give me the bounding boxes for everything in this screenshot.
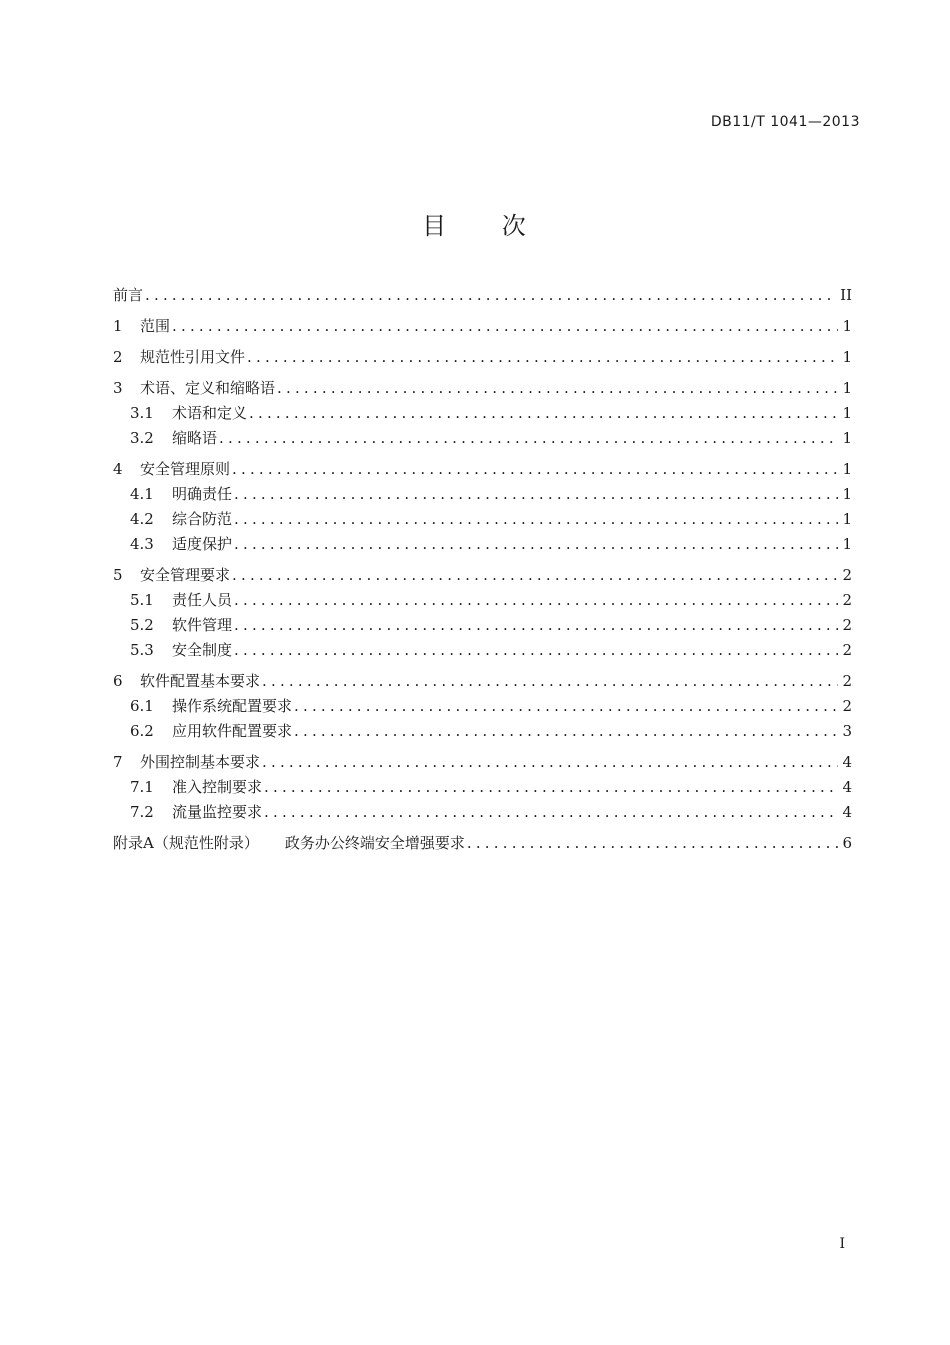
toc-entry-number: 3 xyxy=(113,379,123,397)
toc-entry[interactable] xyxy=(113,285,852,306)
toc-entry-number: 3.1 xyxy=(130,404,154,422)
toc-entry-page: 1 xyxy=(842,348,852,366)
toc-dot-leader xyxy=(234,615,838,636)
toc-entry-number: 5 xyxy=(113,566,123,584)
toc-entry-page: 1 xyxy=(842,379,852,397)
toc-entry-title: 安全制度 xyxy=(172,641,233,659)
toc-dot-leader xyxy=(247,347,838,368)
toc-entry-number: 7.1 xyxy=(130,778,154,796)
toc-dot-leader xyxy=(234,534,838,555)
toc-entry-page: 4 xyxy=(842,753,852,771)
toc-dot-leader xyxy=(234,509,838,530)
toc-dot-leader xyxy=(294,721,838,742)
toc-dot-leader xyxy=(234,640,838,661)
toc-entry-number: 7 xyxy=(113,753,123,771)
toc-entry-number: 3.2 xyxy=(130,429,154,447)
toc-dot-leader xyxy=(232,565,838,586)
toc-entry-number: 2 xyxy=(113,348,123,366)
toc-entry[interactable] xyxy=(113,316,852,337)
toc-entry-number: 5.2 xyxy=(130,616,154,634)
toc-dot-leader xyxy=(262,752,838,773)
toc-entry-title: 责任人员 xyxy=(172,591,233,609)
toc-entry-page: 1 xyxy=(842,485,852,503)
toc-entry-number: 6.2 xyxy=(130,722,154,740)
toc-entry[interactable] xyxy=(113,403,852,424)
toc-entry-title: 政务办公终端安全增强要求 xyxy=(284,834,465,852)
toc-entry[interactable] xyxy=(113,565,852,586)
toc-dot-leader xyxy=(234,484,838,505)
toc-dot-leader xyxy=(234,590,838,611)
toc-entry-page: 2 xyxy=(842,697,852,715)
toc-dot-leader xyxy=(172,316,838,337)
toc-entry-page: 4 xyxy=(842,803,852,821)
toc-entry-title: 缩略语 xyxy=(172,429,218,447)
toc-entry-number: 1 xyxy=(113,317,123,335)
toc-entry-number: 附录A（规范性附录） xyxy=(113,834,259,852)
toc-entry-page: 3 xyxy=(842,722,852,740)
toc-entry-page: 1 xyxy=(842,460,852,478)
toc-dot-leader xyxy=(219,428,838,449)
toc-entry-title: 适度保护 xyxy=(172,535,233,553)
toc-entry-number: 4.3 xyxy=(130,535,154,553)
toc-entry-page: 2 xyxy=(842,591,852,609)
toc-entry-page: 6 xyxy=(842,834,852,852)
toc-dot-leader xyxy=(264,802,838,823)
toc-entry-title: 规范性引用文件 xyxy=(140,348,246,366)
document-code: DB11/T 1041—2013 xyxy=(710,114,860,130)
toc-entry[interactable] xyxy=(113,378,852,399)
toc-entry-page: 1 xyxy=(842,317,852,335)
toc-entry-title: 综合防范 xyxy=(172,510,233,528)
toc-entry[interactable] xyxy=(113,640,852,661)
toc-entry-title: 应用软件配置要求 xyxy=(172,722,293,740)
toc-entry-title: 前言 xyxy=(113,286,144,304)
toc-entry-title: 准入控制要求 xyxy=(172,778,263,796)
toc-entry[interactable] xyxy=(113,484,852,505)
page-number: I xyxy=(839,1236,845,1252)
toc-entry-page: 2 xyxy=(842,616,852,634)
toc-entry-number: 5.1 xyxy=(130,591,154,609)
toc-entry[interactable] xyxy=(113,428,852,449)
toc-entry-title: 外围控制基本要求 xyxy=(140,753,261,771)
toc-dot-leader xyxy=(264,777,838,798)
toc-dot-leader xyxy=(262,671,838,692)
toc-entry-title: 术语和定义 xyxy=(172,404,248,422)
toc-entry-page: 2 xyxy=(842,672,852,690)
toc-dot-leader xyxy=(467,833,838,854)
toc-entry-number: 6 xyxy=(113,672,123,690)
toc-entry-number: 4.1 xyxy=(130,485,154,503)
toc-entry-number: 7.2 xyxy=(130,803,154,821)
toc-entry-title: 明确责任 xyxy=(172,485,233,503)
toc-entry[interactable] xyxy=(113,777,852,798)
toc-entry-page: 1 xyxy=(842,404,852,422)
toc-entry[interactable] xyxy=(113,721,852,742)
toc-entry-page: 2 xyxy=(842,641,852,659)
toc-entry[interactable] xyxy=(113,509,852,530)
toc-entry[interactable] xyxy=(113,590,852,611)
toc-dot-leader xyxy=(277,378,838,399)
toc-dot-leader xyxy=(249,403,838,424)
toc-entry[interactable] xyxy=(113,615,852,636)
table-of-contents xyxy=(113,285,852,854)
toc-entry-page: 1 xyxy=(842,429,852,447)
toc-entry-number: 6.1 xyxy=(130,697,154,715)
toc-entry-title: 安全管理要求 xyxy=(140,566,231,584)
toc-title: 目 次 xyxy=(422,212,528,240)
toc-entry[interactable] xyxy=(113,459,852,480)
toc-entry-page: II xyxy=(840,286,852,304)
toc-entry[interactable] xyxy=(113,802,852,823)
toc-entry[interactable] xyxy=(113,833,852,854)
toc-entry-title: 术语、定义和缩略语 xyxy=(140,379,276,397)
toc-entry-page: 1 xyxy=(842,510,852,528)
toc-entry-number: 4.2 xyxy=(130,510,154,528)
toc-entry[interactable] xyxy=(113,671,852,692)
toc-entry-title: 流量监控要求 xyxy=(172,803,263,821)
toc-entry[interactable] xyxy=(113,752,852,773)
toc-entry-title: 操作系统配置要求 xyxy=(172,697,293,715)
toc-entry-number: 4 xyxy=(113,460,123,478)
toc-dot-leader xyxy=(145,285,836,306)
toc-entry-page: 1 xyxy=(842,535,852,553)
toc-entry-title: 软件配置基本要求 xyxy=(140,672,261,690)
toc-entry-number: 5.3 xyxy=(130,641,154,659)
toc-entry-page: 4 xyxy=(842,778,852,796)
toc-entry-title: 范围 xyxy=(140,317,171,335)
toc-entry-title: 安全管理原则 xyxy=(140,460,231,478)
toc-entry[interactable] xyxy=(113,534,852,555)
toc-entry[interactable] xyxy=(113,347,852,368)
toc-entry-title: 软件管理 xyxy=(172,616,233,634)
toc-entry-page: 2 xyxy=(842,566,852,584)
toc-dot-leader xyxy=(232,459,838,480)
toc-dot-leader xyxy=(294,696,838,717)
toc-entry[interactable] xyxy=(113,696,852,717)
